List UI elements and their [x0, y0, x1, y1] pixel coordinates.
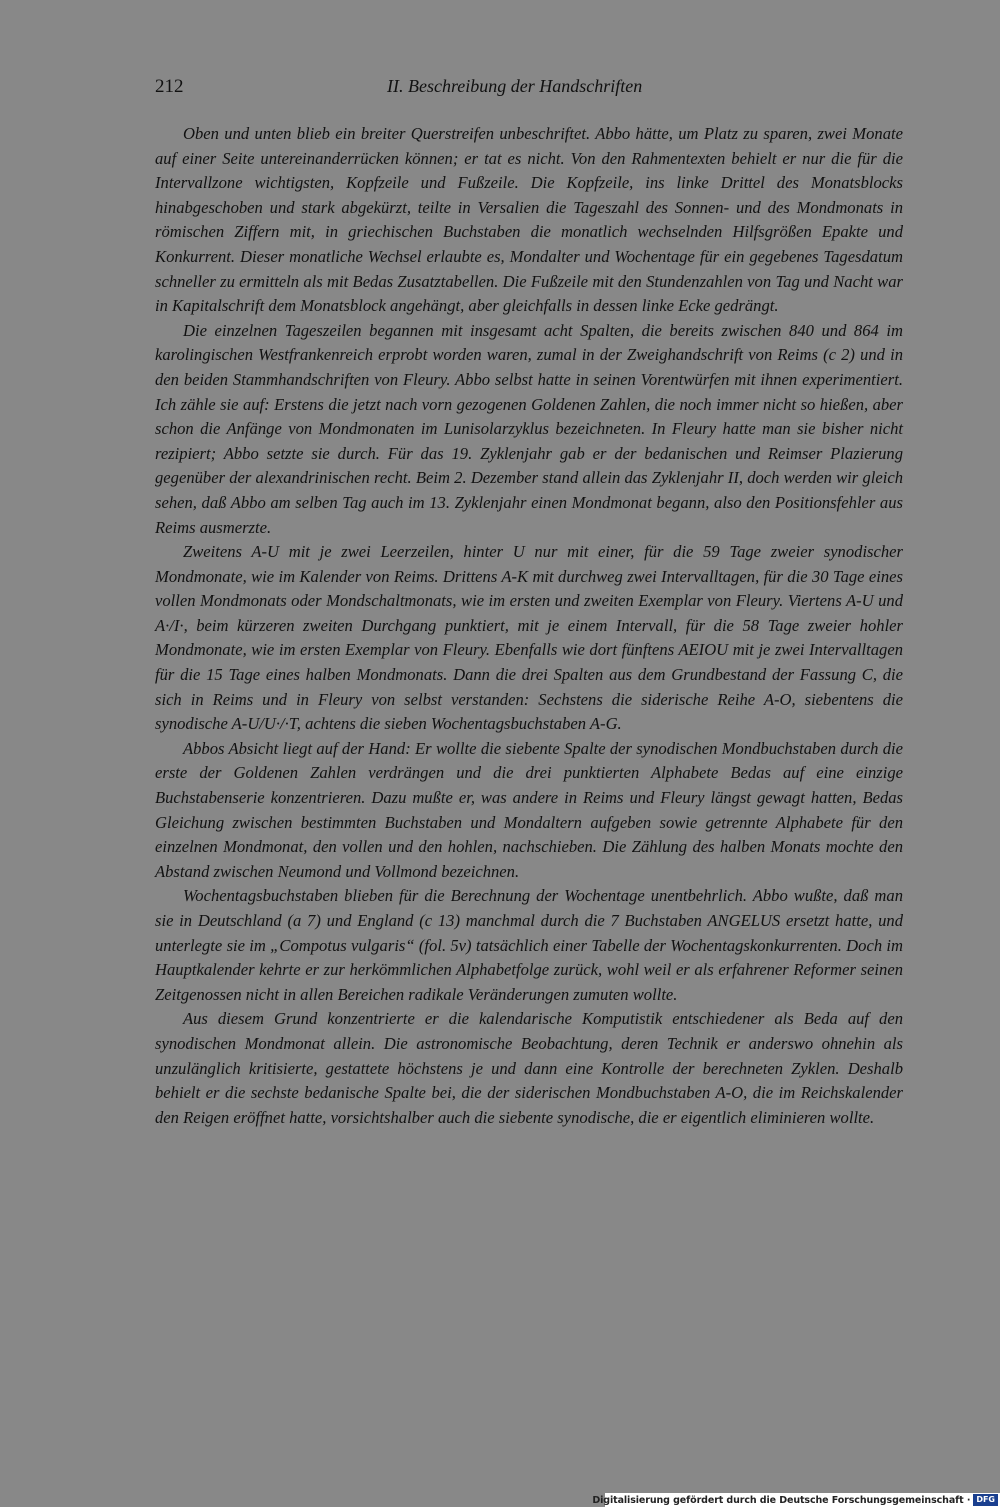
page-number: 212 [155, 76, 184, 97]
page-header [155, 76, 905, 104]
body-text [155, 122, 903, 1130]
paragraph: Wochentagsbuchstaben blieben für die Berechnung der Wochentage unentbehrlich. Abbo wußte, daß man sie in Deutschland (a 7) und England (c 13) manchmal durch die 7 Buchstaben ANGELUS ersetzt hatte, und unterlegte sie im „Compotus vulgaris“ (fol. 5v) tatsächlich einer Tabelle der Wochentagskonkurrenten. Doch im Hauptkalender kehrte er zur herkömmlichen Alphabetfolge zurück, wohl weil er als erfahrener Reformer seinen Zeitgenossen nicht in allen Bereichen radikale Veränderungen zumuten wollte. [155, 886, 903, 1004]
dfg-logo: DFG [973, 1494, 998, 1506]
paragraph: Oben und unten blieb ein breiter Querstreifen unbeschriftet. Abbo hätte, um Platz zu sparen, zwei Monate auf einer Seite untereinanderrücken können; er tat es nicht. Von den Rahmentexten behielt er nur die für die Intervallzone wichtigsten, Kopfzeile und Fußzeile. Die Kopfzeile, ins linke Drittel des Monatsblocks hinabgeschoben und stark abgekürzt, teilte in Versalien die Tageszahl des Sonnen- und des Mondmonats in römischen Ziffern mit, in griechischen Buchstaben die monatlich wechselnden Hilfsgrößen Epakte und Konkurrent. Dieser monatliche Wechsel erlaubte es, Mondalter und Wochentage für ein gegebenes Tagesdatum schneller zu ermitteln als mit Bedas Zusatztabellen. Die Fußzeile mit den Stundenzahlen von Tag und Nacht war in Kapitalschrift dem Monatsblock angehängt, aber gleichfalls in dessen linke Ecke gedrängt. [155, 124, 903, 316]
paragraph: Zweitens A-U mit je zwei Leerzeilen, hinter U nur mit einer, für die 59 Tage zweier synodischer Mondmonate, wie im Kalender von Reims. Drittens A-K mit durchweg zwei Intervalltagen, für die 30 Tage eines vollen Mondmonats oder Mondschaltmonats, wie im ersten und zweiten Exemplar von Fleury. Viertens A-U und A·/I·, beim kürzeren zweiten Durchgang punktiert, mit je einem Intervall, für die 58 Tage zweier hohler Mondmonate, wie im ersten Exemplar von Fleury. Ebenfalls wie dort fünftens AEIOU mit je zwei Intervalltagen für die 15 Tage eines halben Mondmonats. Dann die drei Spalten aus dem Grundbestand der Fassung C, die sich in Reims und in Fleury von selbst verstanden: Sechstens die siderische Reihe A-O, siebentens die synodische A-U/U·/·T, achtens die sieben Wochentagsbuchstaben A-G. [155, 542, 903, 734]
paragraph: Die einzelnen Tageszeilen begannen mit insgesamt acht Spalten, die bereits zwischen 840 und 864 im karolingischen Westfrankenreich erprobt worden waren, zumal in der Zweighandschrift von Reims (c 2) und in den beiden Stammhandschriften von Fleury. Abbo selbst hatte in seinen Vorentwürfen mit ihnen experimentiert. Ich zähle sie auf: Erstens die jetzt nach vorn gezogenen Goldenen Zahlen, die noch immer nicht so hießen, aber schon die Anfänge von Mondmonaten im Lunisolarzyklus bezeichneten. In Fleury hatte man sie bisher nicht rezipiert; Abbo setzte sie durch. Für das 19. Zyklenjahr gab er der bedanischen und Reimser Plazierung gegenüber der alexandrinischen recht. Beim 2. Dezember stand allein das Zyklenjahr II, doch werden wir gleich sehen, daß Abbo am selben Tag auch im 13. Zyklenjahr einen Mondmonat begann, also den Positionsfehler aus Reims ausmerzte. [155, 320, 903, 537]
funding-notice: Digitalisierung gefördert durch die Deutsche Forschungsgemeinschaft · [592, 1494, 971, 1506]
running-head: II. Beschreibung der Handschriften [387, 76, 643, 96]
paragraph: Aus diesem Grund konzentrierte er die kalendarische Komputistik entschiedener als Beda auf den synodischen Mondmonat allein. Die astronomische Beobachtung, deren Technik er anderswo ohnehin als unzulänglich kritisierte, gestattete höchstens je und dann eine Kontrolle der berechneten Zyklen. Deshalb behielt er die sechste bedanische Spalte bei, die der siderischen Mondbuchstaben A-O, die im Reichskalender den Reigen eröffnet hatte, vorsichtshalber auch die siebente synodische, die er eigentlich eliminieren wollte. [155, 1009, 903, 1127]
paragraph: Abbos Absicht liegt auf der Hand: Er wollte die siebente Spalte der synodischen Mondbuchstaben durch die erste der Goldenen Zahlen verdrängen und die drei punktierten Alphabete Bedas auf eine einzige Buchstabenserie konzentrieren. Dazu mußte er, was andere in Reims und Fleury längst gewagt hatten, Bedas Gleichung zwischen bestimmten Buchstaben und Mondaltern aufgeben sowie getrennte Alphabete für den einzelnen Mondmonat, den vollen und den hohlen, nachschieben. Die Zählung des halben Monats mochte den Abstand zwischen Neumond und Vollmond bezeichnen. [155, 738, 903, 881]
funding-footer [592, 1493, 1000, 1507]
